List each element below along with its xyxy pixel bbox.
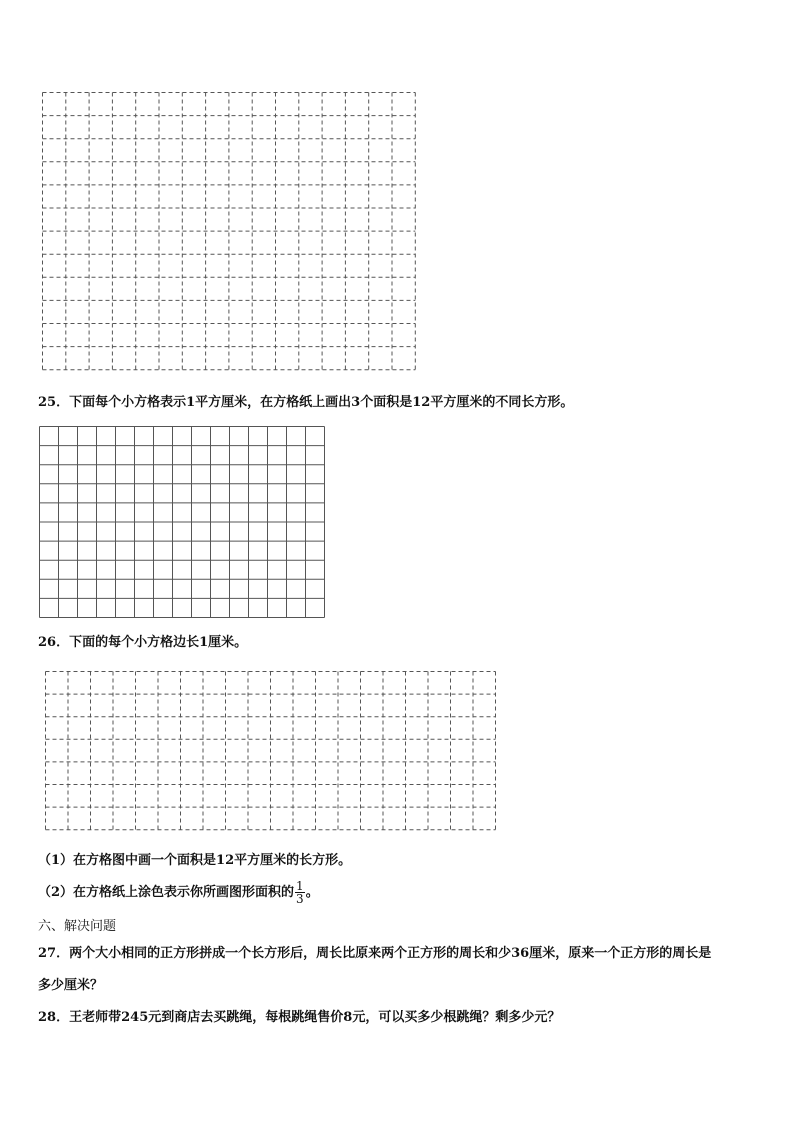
question-text: 厘米。: [208, 635, 248, 650]
question-number: 27．: [38, 946, 70, 961]
question-26-part-2: [38, 878, 319, 908]
dashed-grid-top[interactable]: [42, 92, 418, 372]
question-text: 平方厘米的不同长方形。: [430, 395, 574, 410]
question-26: [38, 634, 247, 652]
question-text: 平方厘米的长方形。: [234, 853, 352, 868]
fraction-numerator: 1: [296, 879, 304, 893]
question-text: 元，可以买多少根跳绳？剩多少元？: [352, 1010, 561, 1025]
dashed-grid-q26[interactable]: [45, 671, 498, 831]
question-text: 平方厘米，在方格纸上画出: [195, 395, 352, 410]
number-value: 8: [343, 1010, 353, 1025]
number-value: 245: [121, 1010, 149, 1025]
question-text: 元到商店去买跳绳，每根跳绳售价: [148, 1010, 344, 1025]
question-text: 个面积是: [360, 395, 413, 410]
number-value: 36: [511, 946, 530, 961]
question-text: （1）在方格图中画一个面积是: [38, 853, 217, 868]
question-text: 厘米，原来一个正方形的周长是: [529, 946, 712, 961]
question-text: 。: [305, 885, 319, 900]
section-heading: 六、解决问题: [38, 919, 117, 934]
question-number: 25．: [38, 395, 70, 410]
question-number: 28．: [38, 1010, 70, 1025]
section-title: [38, 918, 116, 936]
question-number: 26．: [38, 635, 70, 650]
number-value: 12: [412, 395, 431, 410]
fraction-one-third: [295, 880, 305, 905]
number-value: 1: [186, 395, 196, 410]
question-text: 两个大小相同的正方形拼成一个长方形后，周长比原来两个正方形的周长和少: [69, 946, 512, 961]
solid-grid-q25[interactable]: [39, 426, 327, 619]
question-text: 下面每个小方格表示: [69, 395, 187, 410]
number-value: 12: [216, 853, 235, 868]
question-text: 下面的每个小方格边长: [69, 635, 200, 650]
question-27: [38, 945, 711, 963]
question-27-line-2: [38, 977, 103, 995]
question-text: 多少厘米？: [38, 978, 104, 993]
question-25: [38, 394, 573, 412]
question-28: [38, 1009, 560, 1027]
question-text: （2）在方格纸上涂色表示你所画图形面积的: [38, 885, 295, 900]
fraction-denominator: 3: [296, 892, 304, 906]
number-value: 3: [351, 395, 361, 410]
question-text: 王老师带: [69, 1010, 122, 1025]
question-26-part-1: [38, 852, 351, 870]
number-value: 1: [199, 635, 209, 650]
